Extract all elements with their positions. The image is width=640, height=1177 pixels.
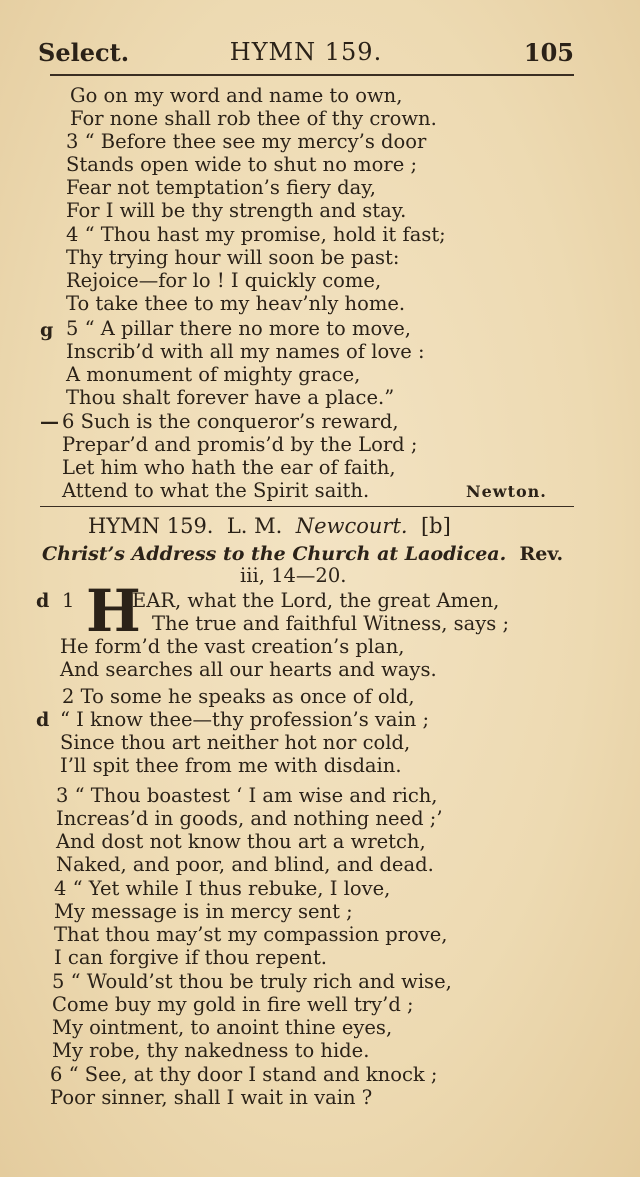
verse-line: Attend to what the Spirit saith. [62, 479, 370, 502]
verse-line: For none shall rob thee of thy crown. [70, 107, 437, 130]
verse-line: 2 To some he speaks as once of old, [62, 685, 415, 708]
verse-line: 6 “ See, at thy door I stand and knock ; [50, 1063, 438, 1086]
verse-line: 4 “ Thou hast my promise, hold it fast; [66, 223, 446, 246]
verse-line: Come buy my gold in fire well try’d ; [52, 993, 414, 1016]
verse-line: My message is in mercy sent ; [54, 900, 353, 923]
verse-line: 3 “ Before thee see my mercy’s door [66, 130, 427, 153]
section-label: Select. [38, 38, 130, 67]
verse-line: Go on my word and name to own, [70, 84, 403, 107]
verse-line: That thou may’st my compassion prove, [54, 923, 448, 946]
verse-line: And searches all our hearts and ways. [60, 658, 437, 681]
hymn-tune: Newcourt. [295, 514, 408, 538]
verse-line: To take thee to my heav’nly home. [66, 292, 406, 315]
verse-line: Since thou art neither hot nor cold, [60, 731, 411, 754]
verse-line: Thy trying hour will soon be past: [66, 246, 400, 269]
dynamic-mark: d [36, 709, 50, 731]
verse-line: 4 “ Yet while I thus rebuke, I love, [54, 877, 391, 900]
verse-line: Prepar’d and promis’d by the Lord ; [62, 433, 418, 456]
verse-line: EAR, what the Lord, the great Amen, [132, 589, 500, 612]
verse-line: Increas’d in goods, and nothing need ;’ [56, 807, 443, 830]
verse-line: 5 “ Would’st thou be truly rich and wise, [52, 970, 452, 993]
verse-line: Fear not temptation’s fiery day, [66, 176, 376, 199]
running-title: HYMN 159. [229, 38, 383, 66]
verse-line: My ointment, to anoint thine eyes, [52, 1016, 393, 1039]
scripture-ref: Rev. [519, 543, 564, 565]
verse-number: 1 [62, 589, 75, 612]
verse-line: Naked, and poor, and blind, and dead. [56, 853, 434, 876]
verse-line: “ I know thee—thy profession’s vain ; [60, 708, 430, 731]
verse-line: Inscrib’d with all my names of love : [66, 340, 425, 363]
verse-line: Let him who hath the ear of faith, [62, 456, 396, 479]
verse-line: A monument of mighty grace, [66, 363, 361, 386]
verse-line: Poor sinner, shall I wait in vain ? [50, 1086, 373, 1109]
verse-line: I can forgive if thou repent. [54, 946, 327, 969]
page-header [38, 38, 574, 72]
author-credit: Newton. [466, 482, 547, 501]
header-rule [50, 74, 574, 76]
hymn-meter: L. M. [226, 514, 283, 538]
hymn-heading [88, 513, 451, 539]
dynamic-mark: — [40, 411, 59, 433]
hymn-separator-rule [40, 506, 574, 507]
verse-line: For I will be thy strength and stay. [66, 199, 407, 222]
verse-line: 6 Such is the conqueror’s reward, [62, 410, 399, 433]
verse-line: I’ll spit thee from me with disdain. [60, 754, 402, 777]
hymn-subtitle [42, 542, 563, 566]
verse-line: Rejoice—for lo ! I quickly come, [66, 269, 382, 292]
subtitle-text: Christ’s Address to the Church at Laodicea. [42, 543, 507, 565]
verse-line: The true and faithful Witness, says ; [152, 612, 510, 635]
drop-cap: H [86, 577, 141, 645]
hymn-key: [b] [420, 514, 451, 538]
page-number: 105 [523, 38, 574, 67]
verse-line: 3 “ Thou boastest ‘ I am wise and rich, [56, 784, 438, 807]
verse-line: My robe, thy nakedness to hide. [52, 1039, 370, 1062]
verse-line: Stands open wide to shut no more ; [66, 153, 418, 176]
verse-line: 5 “ A pillar there no more to move, [66, 317, 411, 340]
verse-line: And dost not know thou art a wretch, [56, 830, 426, 853]
dynamic-mark: g [40, 319, 54, 341]
verse-line: Thou shalt forever have a place.” [66, 386, 395, 409]
hymn-number: HYMN 159. [88, 514, 214, 538]
verse-line: He form’d the vast creation’s plan, [60, 635, 405, 658]
dynamic-mark: d [36, 590, 50, 612]
scripture-ref-verses: iii, 14—20. [240, 564, 347, 587]
